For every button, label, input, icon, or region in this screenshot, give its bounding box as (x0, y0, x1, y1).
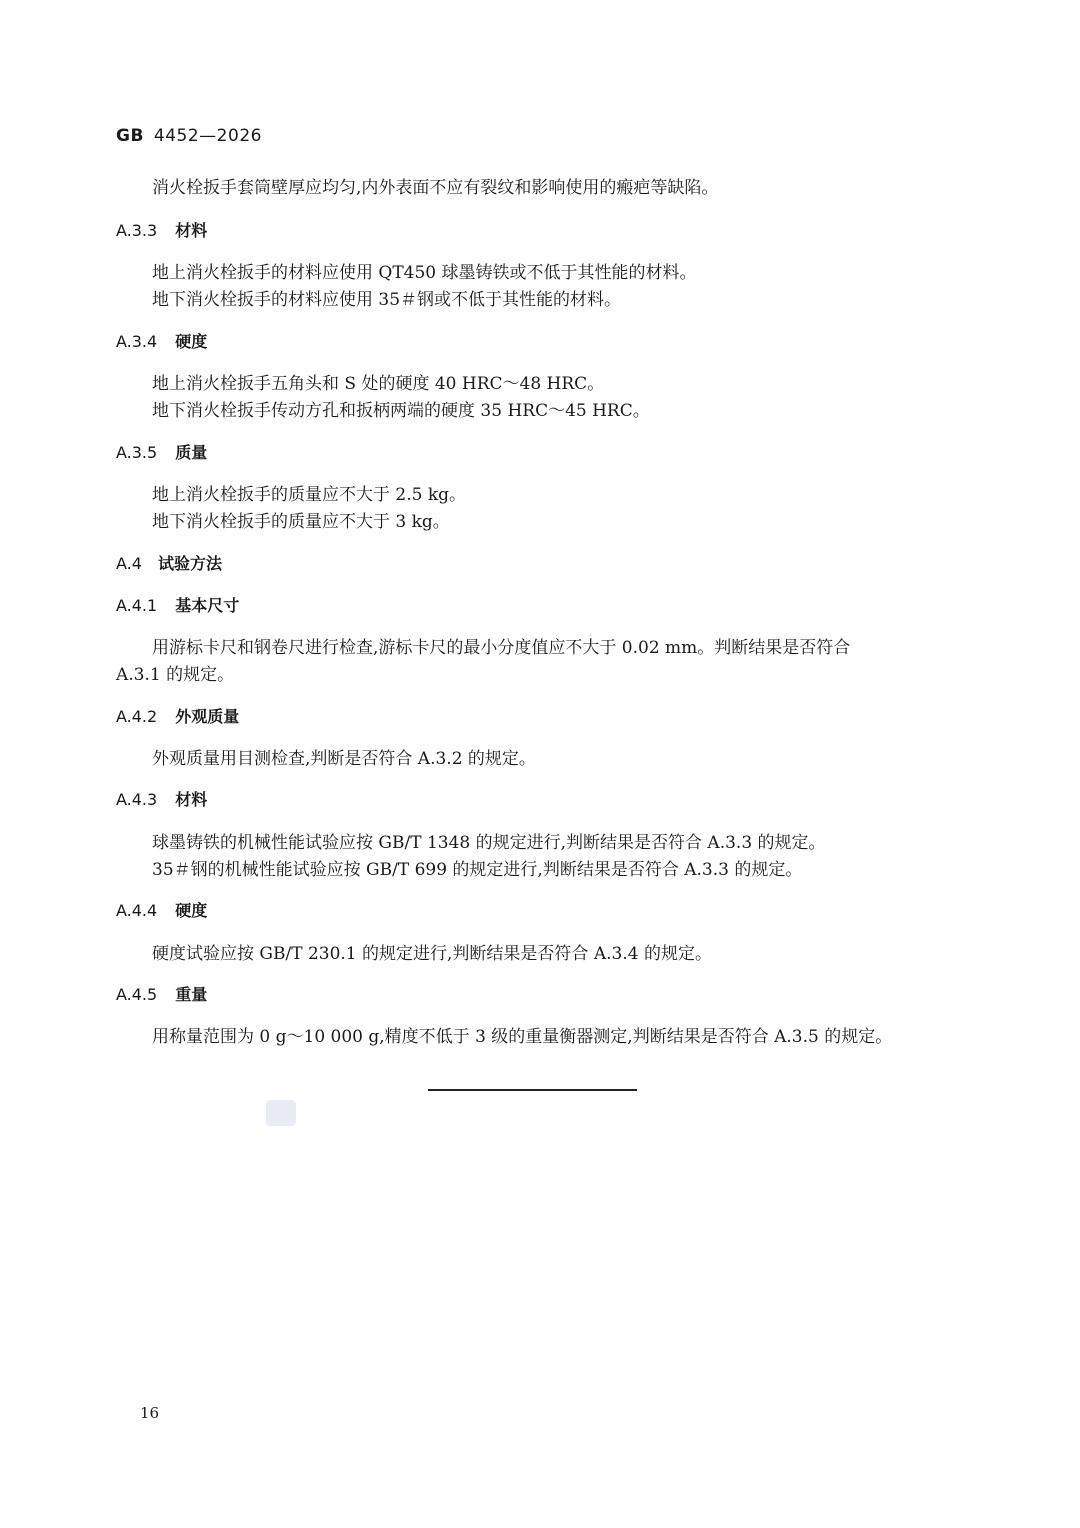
paragraph-line: 硬度试验应按 GB/T 230.1 的规定进行,判断结果是否符合 A.3.4 的规定。 (152, 944, 712, 964)
paragraph-line: 用游标卡尺和钢卷尺进行检查,游标卡尺的最小分度值应不大于 0.02 mm。判断结果是否符合 (152, 638, 851, 658)
heading-a43 (116, 788, 207, 812)
paragraph-line: 地下消火栓扳手的质量应不大于 3 kg。 (152, 512, 450, 532)
paragraph-line: 35＃钢的机械性能试验应按 GB/T 699 的规定进行,判断结果是否符合 A.3.3 的规定。 (152, 860, 803, 880)
standard-number: 4452—2026 (153, 126, 262, 146)
heading-number: A.4.3 (116, 790, 158, 809)
paragraph-line: 地上消火栓扳手五角头和 S 处的硬度 40 HRC～48 HRC。 (152, 374, 605, 394)
heading-title: 试验方法 (157, 554, 222, 573)
heading-a4 (116, 552, 222, 576)
paragraph-line: 用称量范围为 0 g～10 000 g,精度不低于 3 级的重量衡器测定,判断结果是否符合 A.3.5 的规定。 (152, 1027, 893, 1047)
standard-prefix: GB (116, 126, 144, 146)
paragraph-line: 地上消火栓扳手的质量应不大于 2.5 kg。 (152, 485, 467, 505)
heading-number: A.4.1 (116, 596, 158, 615)
heading-number: A.4.4 (116, 901, 158, 920)
paragraph-line: 地上消火栓扳手的材料应使用 QT450 球墨铸铁或不低于其性能的材料。 (152, 263, 697, 283)
standard-code (116, 126, 262, 146)
watermark-icon (266, 1100, 296, 1126)
heading-number: A.3.4 (116, 332, 158, 351)
heading-a33 (116, 219, 207, 243)
heading-number: A.4.2 (116, 707, 158, 726)
heading-a44 (116, 899, 207, 923)
end-of-standard-rule (428, 1089, 637, 1091)
heading-a35 (116, 441, 207, 465)
heading-title: 材料 (175, 221, 208, 240)
heading-title: 硬度 (175, 332, 208, 351)
heading-number: A.3.5 (116, 443, 158, 462)
paragraph-line: 外观质量用目测检查,判断是否符合 A.3.2 的规定。 (152, 749, 536, 769)
heading-title: 基本尺寸 (175, 596, 240, 615)
paragraph-line: A.3.1 的规定。 (116, 665, 235, 685)
paragraph-line: 地下消火栓扳手传动方孔和扳柄两端的硬度 35 HRC～45 HRC。 (152, 401, 650, 421)
page-number: 16 (140, 1404, 160, 1422)
heading-title: 硬度 (175, 901, 208, 920)
heading-title: 质量 (175, 443, 208, 462)
heading-a41 (116, 594, 239, 618)
paragraph-line: 地下消火栓扳手的材料应使用 35＃钢或不低于其性能的材料。 (152, 290, 622, 310)
heading-a34 (116, 330, 207, 354)
paragraph-intro: 消火栓扳手套筒壁厚应均匀,内外表面不应有裂纹和影响使用的瘢疤等缺陷。 (152, 178, 719, 198)
paragraph-line: 球墨铸铁的机械性能试验应按 GB/T 1348 的规定进行,判断结果是否符合 A.3.3 的规定。 (152, 833, 826, 853)
heading-number: A.4.5 (116, 985, 158, 1004)
heading-title: 材料 (175, 790, 208, 809)
heading-a42 (116, 705, 239, 729)
heading-title: 重量 (175, 985, 208, 1004)
heading-title: 外观质量 (175, 707, 240, 726)
heading-number: A.3.3 (116, 221, 158, 240)
heading-a45 (116, 983, 207, 1007)
heading-number: A.4 (116, 554, 142, 573)
